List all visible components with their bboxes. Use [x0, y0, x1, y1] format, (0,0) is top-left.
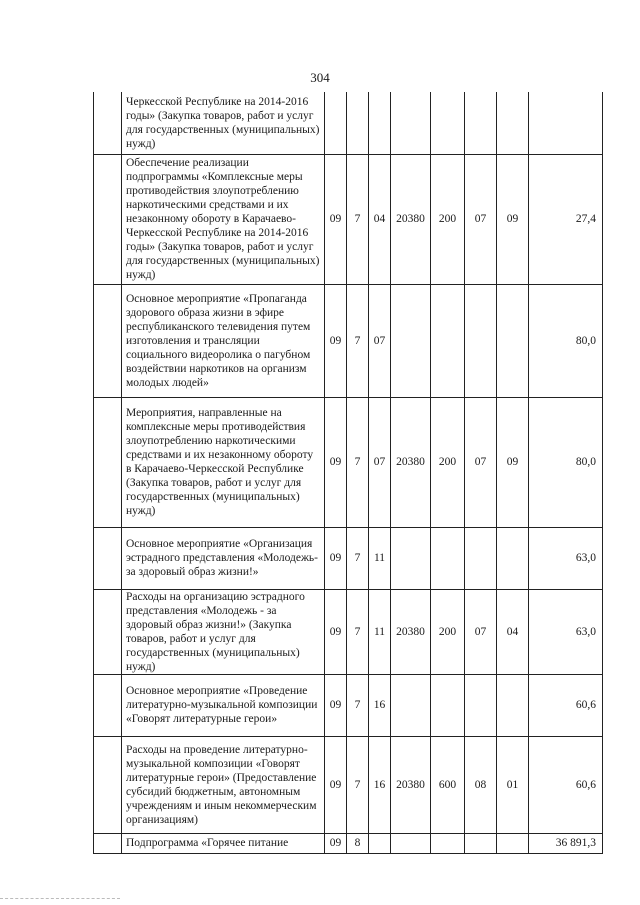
subchapter-cell: 09 [497, 154, 529, 284]
expense-type-cell [431, 284, 465, 397]
page-number: 304 [310, 70, 330, 85]
subsection-cell: 7 [347, 674, 369, 736]
expense-code-cell: 20380 [391, 589, 431, 674]
chapter-cell [465, 92, 497, 154]
target-article-cell: 07 [369, 284, 391, 397]
amount-cell: 63,0 [529, 589, 603, 674]
item-name-cell: Обеспечение реализации подпрограммы «Комплексные меры противодействия злоупотреблению наркотическими средствами и их незаконному обороту в Карачаево-Черкесской Республике на 2014-2016 годы» (Закупка товаров, работ и услуг для государственных (муниципальных) нужд) [122, 154, 325, 284]
chapter-cell [465, 833, 497, 853]
subsection-cell: 7 [347, 284, 369, 397]
table-row [94, 589, 603, 674]
amount-cell [529, 92, 603, 154]
target-article-cell: 11 [369, 589, 391, 674]
item-name-cell: Расходы на организацию эстрадного представления «Молодежь - за здоровый образ жизни!» (Закупка товаров, работ и услуг для государственных (муниципальных) нужд) [122, 589, 325, 674]
row-number-cell [94, 284, 122, 397]
item-name-cell: Основное мероприятие «Организация эстрадного представления «Молодежь-за здоровый образ жизни!» [122, 527, 325, 589]
subsection-cell: 7 [347, 527, 369, 589]
section-cell: 09 [325, 736, 347, 833]
chapter-cell: 07 [465, 397, 497, 527]
target-article-cell: 16 [369, 674, 391, 736]
chapter-cell: 07 [465, 589, 497, 674]
subsection-cell: 7 [347, 154, 369, 284]
row-number-cell [94, 833, 122, 853]
table-row [94, 154, 603, 284]
row-number-cell [94, 92, 122, 154]
target-article-cell [369, 833, 391, 853]
target-article-cell: 16 [369, 736, 391, 833]
section-cell: 09 [325, 589, 347, 674]
section-cell: 09 [325, 674, 347, 736]
amount-cell: 36 891,3 [529, 833, 603, 853]
expense-type-cell [431, 833, 465, 853]
expense-code-cell [391, 92, 431, 154]
row-number-cell [94, 397, 122, 527]
item-name-cell: Основное мероприятие «Пропаганда здорового образа жизни в эфире республиканского телевидения путем изготовления и трансляции социального видеоролика о пагубном воздействии наркотиков на организм молодых людей» [122, 284, 325, 397]
section-cell: 09 [325, 527, 347, 589]
expense-type-cell: 600 [431, 736, 465, 833]
expense-code-cell [391, 527, 431, 589]
expense-type-cell [431, 527, 465, 589]
section-cell: 09 [325, 833, 347, 853]
chapter-cell [465, 527, 497, 589]
target-article-cell [369, 92, 391, 154]
section-cell: 09 [325, 154, 347, 284]
item-name-cell: Основное мероприятие «Проведение литературно-музыкальной композиции «Говорят литературные герои» [122, 674, 325, 736]
table-row [94, 92, 603, 154]
expense-code-cell: 20380 [391, 397, 431, 527]
row-number-cell [94, 154, 122, 284]
chapter-cell: 07 [465, 154, 497, 284]
expense-code-cell: 20380 [391, 154, 431, 284]
expense-type-cell [431, 674, 465, 736]
subchapter-cell: 04 [497, 589, 529, 674]
amount-cell: 63,0 [529, 527, 603, 589]
expense-type-cell [431, 92, 465, 154]
expense-type-cell: 200 [431, 397, 465, 527]
section-cell [325, 92, 347, 154]
subchapter-cell [497, 284, 529, 397]
item-name-cell: Подпрограмма «Горячее питание [122, 833, 325, 853]
amount-cell: 27,4 [529, 154, 603, 284]
scan-edge-mark [0, 898, 120, 899]
table-row [94, 833, 603, 853]
section-cell: 09 [325, 284, 347, 397]
subsection-cell: 7 [347, 397, 369, 527]
subchapter-cell [497, 92, 529, 154]
amount-cell: 60,6 [529, 674, 603, 736]
table-row [94, 527, 603, 589]
subchapter-cell: 01 [497, 736, 529, 833]
subsection-cell: 7 [347, 736, 369, 833]
table-row [94, 397, 603, 527]
chapter-cell [465, 284, 497, 397]
subchapter-cell [497, 833, 529, 853]
subchapter-cell: 09 [497, 397, 529, 527]
amount-cell: 60,6 [529, 736, 603, 833]
expense-code-cell [391, 833, 431, 853]
target-article-cell: 11 [369, 527, 391, 589]
expense-code-cell [391, 284, 431, 397]
chapter-cell [465, 674, 497, 736]
target-article-cell: 04 [369, 154, 391, 284]
item-name-cell: Черкесской Республике на 2014-2016 годы» (Закупка товаров, работ и услуг для государственных (муниципальных) нужд) [122, 92, 325, 154]
subsection-cell [347, 92, 369, 154]
subsection-cell: 7 [347, 589, 369, 674]
row-number-cell [94, 674, 122, 736]
target-article-cell: 07 [369, 397, 391, 527]
row-number-cell [94, 736, 122, 833]
section-cell: 09 [325, 397, 347, 527]
expense-type-cell: 200 [431, 154, 465, 284]
row-number-cell [94, 527, 122, 589]
subchapter-cell [497, 527, 529, 589]
table-row [94, 736, 603, 833]
amount-cell: 80,0 [529, 284, 603, 397]
row-number-cell [94, 589, 122, 674]
subsection-cell: 8 [347, 833, 369, 853]
expense-type-cell: 200 [431, 589, 465, 674]
budget-table [93, 92, 603, 854]
item-name-cell: Расходы на проведение литературно-музыкальной композиции «Говорят литературные герои» (Предоставление субсидий бюджетным, автономным учреждениям и иным некоммерческим организациям) [122, 736, 325, 833]
table-row [94, 284, 603, 397]
table-row [94, 674, 603, 736]
item-name-cell: Мероприятия, направленные на комплексные меры противодействия злоупотреблению наркотическими средствами и их незаконному обороту в Карачаево-Черкесской Республике (Закупка товаров, работ и услуг для государственных (муниципальных) нужд) [122, 397, 325, 527]
amount-cell: 80,0 [529, 397, 603, 527]
expense-code-cell: 20380 [391, 736, 431, 833]
subchapter-cell [497, 674, 529, 736]
expense-code-cell [391, 674, 431, 736]
chapter-cell: 08 [465, 736, 497, 833]
